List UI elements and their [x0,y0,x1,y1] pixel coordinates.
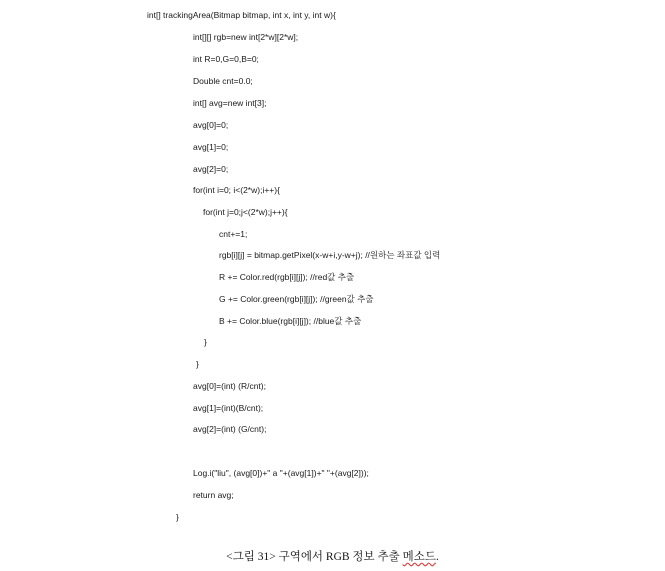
code-line-red-sum: R += Color.red(rgb[i][j]); //red값 추출 [219,272,355,282]
code-line-avg0-calc: avg[0]=(int) (R/cnt); [193,381,266,391]
caption-underlined-word: 메소드 [402,551,436,563]
code-line-method-close: } [176,512,179,522]
code-line-signature: int[] trackingArea(Bitmap bitmap, int x, int y, int w){ [147,10,336,20]
code-line-return: return avg; [193,490,234,500]
code-line-rgb-decl: int[][] rgb=new int[2*w][2*w]; [193,32,299,42]
code-line-green-sum: G += Color.green(rgb[i][j]); //green값 추출 [219,294,374,304]
code-line-avg2-calc: avg[2]=(int) (G/cnt); [193,424,267,434]
code-line-outer-for: for(int i=0; i<(2*w);i++){ [193,185,280,195]
code-line-avg1-init: avg[1]=0; [193,142,229,152]
code-line-blue-sum: B += Color.blue(rgb[i][j]); //blue값 추출 [219,316,362,326]
code-line-avg1-calc: avg[1]=(int)(B/cnt); [193,403,264,413]
code-line-rgb-vars: int R=0,G=0,B=0; [193,54,259,64]
code-line-outer-close: } [196,359,199,369]
code-line-inner-close: } [204,337,207,347]
code-line-avg2-init: avg[2]=0; [193,164,229,174]
caption-prefix: <그림 31> 구역에서 RGB 정보 추출 [226,551,403,563]
code-line-cnt-decl: Double cnt=0.0; [193,76,253,86]
code-line-cnt-increment: cnt+=1; [219,229,248,239]
caption-suffix: . [435,551,439,563]
code-line-get-pixel: rgb[i][j] = bitmap.getPixel(x-w+i,y-w+j); //원하는 좌표값 입력 [219,250,441,260]
figure-caption [0,548,665,564]
code-line-avg0-init: avg[0]=0; [193,120,229,130]
code-line-inner-for: for(int j=0;j<(2*w);j++){ [203,207,288,217]
code-line-avg-decl: int[] avg=new int[3]; [193,98,267,108]
code-line-log: Log.i("liu", (avg[0])+" a "+(avg[1])+" "+(avg[2])); [193,468,369,478]
